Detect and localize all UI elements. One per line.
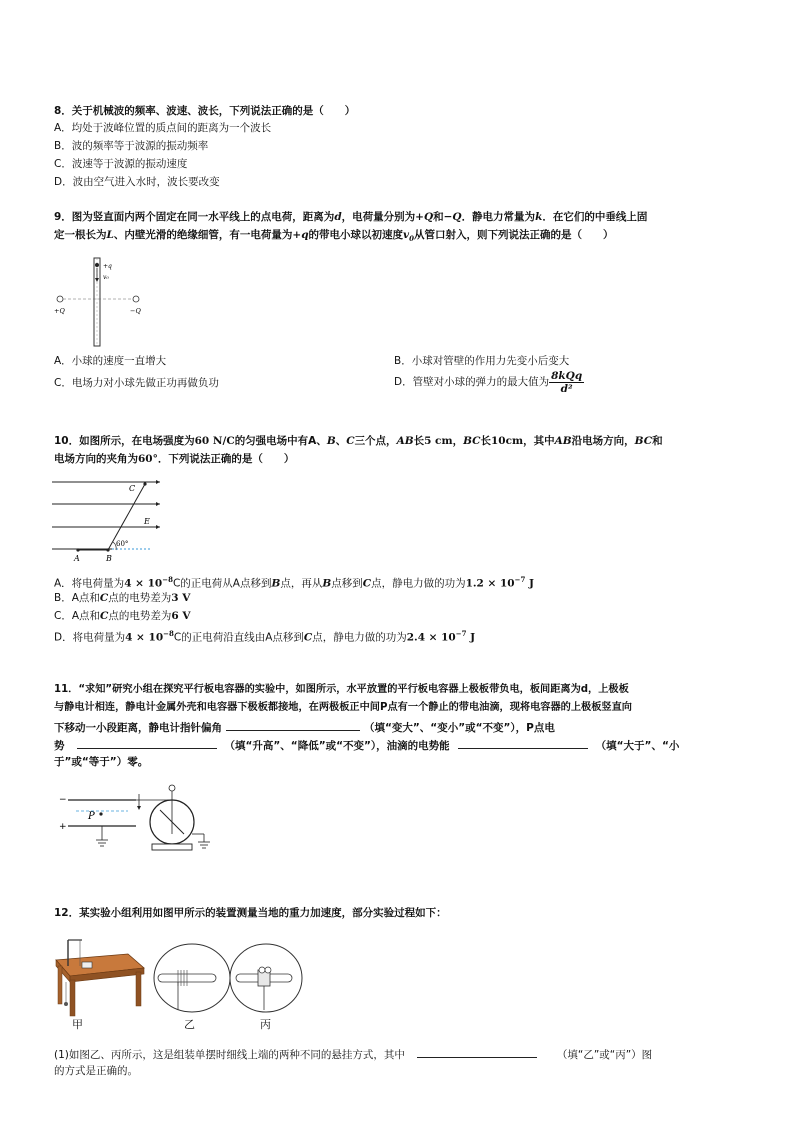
q11-blank-potential[interactable] xyxy=(77,737,217,749)
q11-fig-plus: + xyxy=(59,822,67,832)
q11-fig-p-label: P xyxy=(88,811,95,822)
q8-option-d: D．波由空气进入水时，波长要改变 xyxy=(54,176,220,188)
q12-sub1-line2: 的方式是正确的。 xyxy=(54,1065,138,1077)
q10-fig-angle-label: 60° xyxy=(116,540,129,548)
q9-option-c: C．电场力对小球先做正功再做负功 xyxy=(54,377,219,389)
q12-sub1-line1: (1)如图乙、丙所示，这是组装单摆时细线上端的两种不同的悬挂方式，其中 （填“乙”或“丙”）图 xyxy=(54,1046,652,1062)
q10-option-a: A．将电荷量为$4 \times 10^{-8}C$的正电荷从A点移到B点，再从B点移到C点，静电力做的功为$1.2 \times 10^{-7}$ J xyxy=(54,575,534,590)
q11-figure xyxy=(56,776,216,858)
q11-stem-line5: 于”或“等于”）零。 xyxy=(54,756,149,768)
q11-blank-deflection[interactable] xyxy=(226,719,360,731)
q10-fig-b-label: B xyxy=(106,554,112,563)
q12-fig-label-bing: 丙 xyxy=(260,1018,271,1031)
q9-option-b: B．小球对管壁的作用力先变小后变大 xyxy=(394,355,570,367)
q11-blank-energy[interactable] xyxy=(458,737,588,749)
q11-stem-line4: 势 （填“升高”、“降低”或“不变”），油滴的电势能 （填“大于”、“小 xyxy=(54,737,679,753)
q10-option-d: D．将电荷量为$4 \times 10^{-8}C$的正电荷沿直线由A点移到C点，静电力做的功为$2.4 \times 10^{-7}$ J xyxy=(54,629,476,644)
q10-stem-line2: 电场方向的夹角为60°．下列说法正确的是（ ） xyxy=(54,453,295,465)
q12-stem: 12．某实验小组利用如图甲所示的装置测量当地的重力加速度，部分实验过程如下： xyxy=(54,907,447,919)
q11-fig-minus: − xyxy=(59,795,67,805)
q10-fig-c-label: C xyxy=(129,484,136,493)
q8-stem: 8．关于机械波的频率、波速、波长，下列说法正确的是（ ） xyxy=(54,105,356,117)
q10-option-b: B．A点和C点的电势差为3 V xyxy=(54,592,191,604)
q9-fig-right-charge: −Q xyxy=(130,307,141,315)
q12-figure xyxy=(50,936,310,1020)
q12-fig-label-yi: 乙 xyxy=(184,1018,195,1031)
q12-blank-correct-figure[interactable] xyxy=(417,1046,537,1058)
q8-option-b: B．波的频率等于波源的振动频率 xyxy=(54,140,209,152)
q10-fig-e-label: E xyxy=(144,517,150,526)
q9-fig-v0-label: v₀ xyxy=(103,274,109,281)
q10-option-c: C．A点和C点的电势差为6 V xyxy=(54,610,191,622)
q9-stem-line1: 9．图为竖直面内两个固定在同一水平线上的点电荷，距离为d，电荷量分别为+Q和−Q．静电力常量为k．在它们的中垂线上固 xyxy=(54,211,648,223)
q10-stem-line1: 10．如图所示，在电场强度为60 N/C的匀强电场中有A、B、C三个点，AB长5 cm，BC长10cm，其中AB沿电场方向，BC和 xyxy=(54,435,663,447)
q10-figure xyxy=(52,472,162,564)
q9-option-a: A．小球的速度一直增大 xyxy=(54,355,167,367)
q9-option-d: D．管壁对小球的弹力的最大值为 $\frac{\text{8kQq}}{\text{d²}}$ xyxy=(394,369,583,395)
q10-fig-a-label: A xyxy=(74,554,80,563)
q9-stem-line2: 定一根长为L、内壁光滑的绝缘细管，有一电荷量为+q的带电小球以初速度$v_0$从管口射入，则下列说法正确的是（ ） xyxy=(54,229,614,244)
q12-fig-label-jia: 甲 xyxy=(72,1018,83,1031)
q9-option-d-fraction: $\frac{\text{8kQq}}{\text{d²}}$ xyxy=(551,369,583,395)
q11-stem-line1: 11．“求知”研究小组在探究平行板电容器的实验中，如图所示，水平放置的平行板电容器上极板带负电，板间距离为d，上极板 xyxy=(54,684,629,695)
q8-option-c: C．波速等于波源的振动速度 xyxy=(54,158,188,170)
q11-stem-line3: 下移动一小段距离，静电计指针偏角 （填“变大”、“变小”或“不变”），P点电 xyxy=(54,719,555,735)
q11-stem-line2: 与静电计相连，静电计金属外壳和电容器下极板都接地，在两极板正中间P点有一个静止的带电油滴，现将电容器的上极板竖直向 xyxy=(54,702,632,713)
q9-fig-left-charge: +Q xyxy=(54,307,65,315)
q9-fig-q-label: +q xyxy=(103,263,112,270)
q9-figure xyxy=(50,256,160,348)
q8-option-a: A．均处于波峰位置的质点间的距离为一个波长 xyxy=(54,122,272,134)
